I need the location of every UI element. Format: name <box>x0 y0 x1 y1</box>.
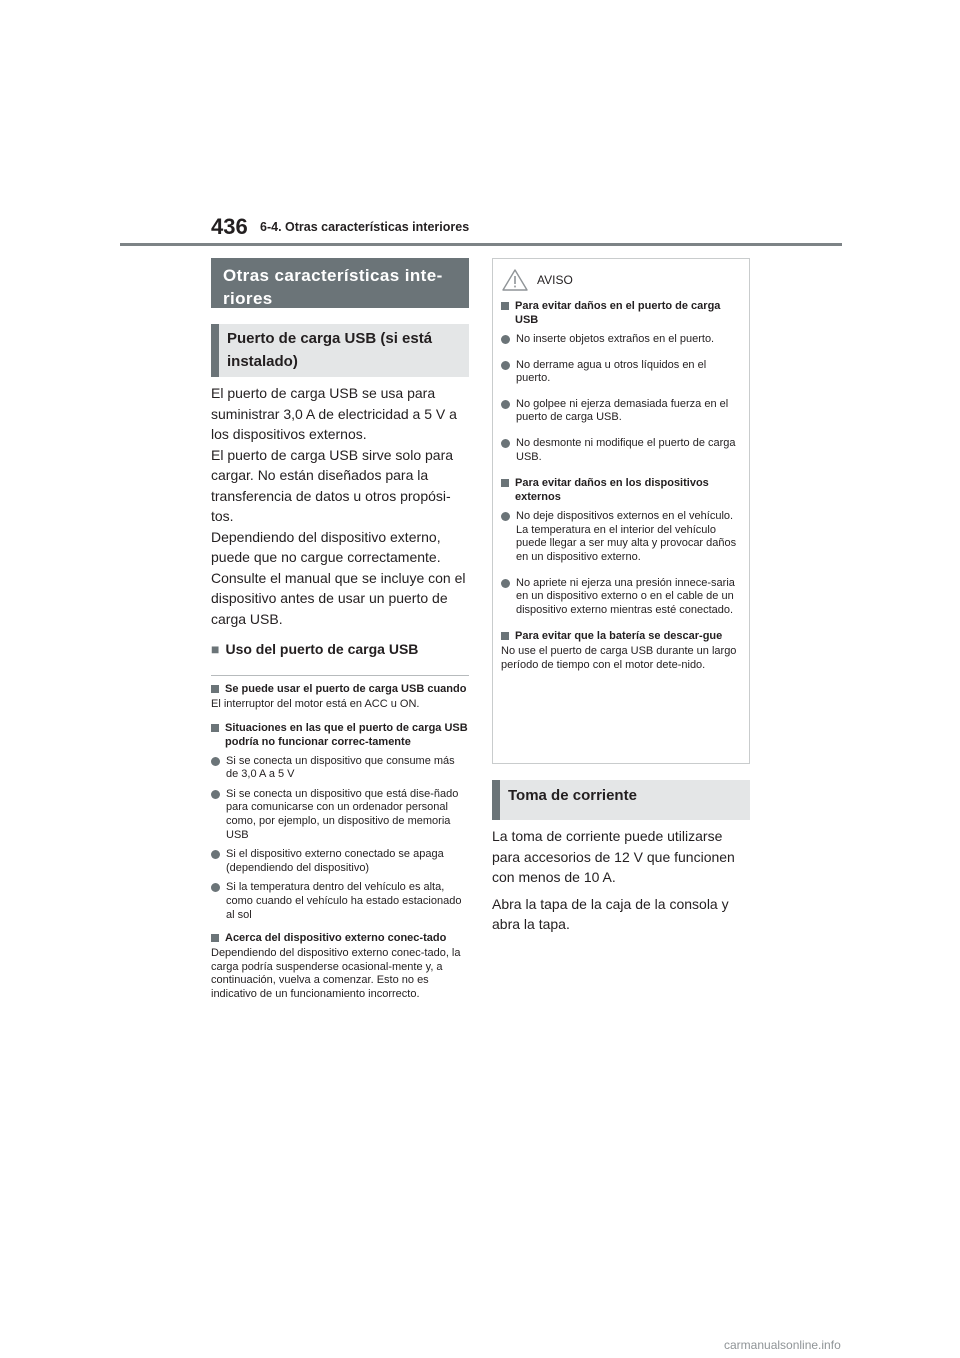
list-item <box>501 437 741 464</box>
list-item <box>211 848 469 875</box>
note-heading-3 <box>211 931 469 945</box>
caution-box <box>492 258 750 764</box>
header-rule <box>120 243 842 246</box>
note-heading-2 <box>211 721 469 749</box>
caution-heading-1 <box>501 299 741 327</box>
note-text-3: Dependiendo del dispositivo externo conec-tado, la carga podría suspenderse ocasional-mente y, a continuación, vuelva a comenzar. Esto no es indicativo de un funcionamiento incorrecto. <box>211 947 461 1000</box>
square-marker-icon <box>211 724 219 732</box>
left-column <box>211 258 469 1002</box>
caution-heading-2 <box>501 476 741 504</box>
caution-heading-3 <box>501 629 741 643</box>
notes-divider <box>211 675 469 676</box>
power-outlet-paragraph-2: Abra la tapa de la caja de la consola y abra la tapa. <box>492 895 729 932</box>
circle-bullet-icon <box>501 400 510 409</box>
use-heading-text: Uso del puerto de carga USB <box>225 641 419 657</box>
subsection-banner-usb <box>211 324 469 377</box>
list-item <box>501 577 741 618</box>
note-heading-2-text: Situaciones en las que el puerto de carga USB podría no funcionar correc-tamente <box>225 721 468 748</box>
list-item-text: No derrame agua u otros líquidos en el puerto. <box>516 358 707 385</box>
list-item-text: Si se conecta un dispositivo que está dise-ñado para comunicarse con un ordenador personal como, por ejemplo, un dispositivo de memoria USB <box>226 787 459 841</box>
list-item <box>211 881 469 922</box>
caution-text-3: No use el puerto de carga USB durante un largo período de tiempo con el motor dete-nido. <box>501 645 737 671</box>
square-marker-icon <box>211 685 219 693</box>
list-item-text: No golpee ni ejerza demasiada fuerza en el puerto de carga USB. <box>516 397 729 424</box>
list-item <box>501 359 741 386</box>
chapter-title: 6-4. Otras características interiores <box>260 220 470 234</box>
warning-triangle-icon <box>501 268 529 292</box>
circle-bullet-icon <box>501 335 510 344</box>
note-heading-1 <box>211 682 469 696</box>
section-title-line1: Otras características inte- <box>223 266 443 285</box>
note-text-1: El interruptor del motor está en ACC u ON. <box>211 698 420 710</box>
note-heading-1-text: Se puede usar el puerto de carga USB cuando <box>225 683 467 695</box>
list-item <box>211 755 469 782</box>
square-marker-icon <box>501 479 509 487</box>
right-column <box>492 258 750 935</box>
list-item <box>501 510 741 564</box>
subsection-title-line2: instalado) <box>227 353 298 370</box>
list-item <box>501 333 741 347</box>
caution-heading-3-text: Para evitar que la batería se descar-gue <box>515 630 723 643</box>
intro-paragraph-2: El puerto de carga USB sirve solo para cargar. No están diseñados para la transferencia de datos u otros propósi-tos. <box>211 446 454 524</box>
square-marker-icon <box>211 934 219 942</box>
square-marker-icon: ■ <box>211 641 220 657</box>
subsection-banner-power-outlet <box>492 780 750 820</box>
list-item <box>211 788 469 842</box>
list-item-text: No apriete ni ejerza una presión innece-saria en un dispositivo externo o en el cable de un dispositivo externo mientras esté conectado. <box>516 576 735 616</box>
circle-bullet-icon <box>211 757 220 766</box>
page-number: 436 <box>211 214 248 239</box>
circle-bullet-icon <box>501 439 510 448</box>
use-heading <box>211 641 469 657</box>
circle-bullet-icon <box>211 883 220 892</box>
circle-bullet-icon <box>211 790 220 799</box>
intro-paragraph: El puerto de carga USB se usa para suministrar 3,0 A de electricidad a 5 V a los dispositivos externos. <box>211 385 457 442</box>
circle-bullet-icon <box>501 512 510 521</box>
square-marker-icon <box>501 302 509 310</box>
caution-label: AVISO <box>537 273 573 287</box>
list-item-text: Si la temperatura dentro del vehículo es alta, como cuando el vehículo ha estado estacionado al sol <box>226 881 462 921</box>
caution-header <box>501 267 741 293</box>
circle-bullet-icon <box>501 361 510 370</box>
list-item-text: No inserte objetos extraños en el puerto. <box>516 333 715 345</box>
list-item-text: Si se conecta un dispositivo que consume más de 3,0 A a 5 V <box>226 754 455 781</box>
circle-bullet-icon <box>501 579 510 588</box>
subsection-title: Toma de corriente <box>508 787 637 804</box>
caution-heading-2-text: Para evitar daños en los dispositivos externos <box>515 477 709 504</box>
list-item-text: No desmonte ni modifique el puerto de carga USB. <box>516 436 736 463</box>
section-title-line2: riores <box>223 289 273 308</box>
power-outlet-paragraph-1: La toma de corriente puede utilizarse para accesorios de 12 V que funcionen con menos de 10 A. <box>492 828 735 885</box>
list-item <box>501 398 741 425</box>
intro-paragraph-3: Dependiendo del dispositivo externo, puede que no cargue correctamente. Consulte el manual que se incluye con el dispositivo antes de usar un puerto de carga USB. <box>211 528 466 627</box>
square-marker-icon <box>501 632 509 640</box>
subsection-title-line1: Puerto de carga USB (si está <box>227 330 433 347</box>
circle-bullet-icon <box>211 850 220 859</box>
list-item-text: Si el dispositivo externo conectado se apaga (dependiendo del dispositivo) <box>226 848 444 874</box>
section-banner <box>211 258 469 308</box>
list-item-text: No deje dispositivos externos en el vehículo. La temperatura en el interior del vehículo puede llegar a ser muy alta y provocar daños en un dispositivo externo. <box>516 510 737 563</box>
note-heading-3-text: Acerca del dispositivo externo conec-tado <box>225 932 447 945</box>
caution-heading-1-text: Para evitar daños en el puerto de carga USB <box>515 300 721 326</box>
watermark: carmanualsonline.info <box>724 1338 841 1352</box>
